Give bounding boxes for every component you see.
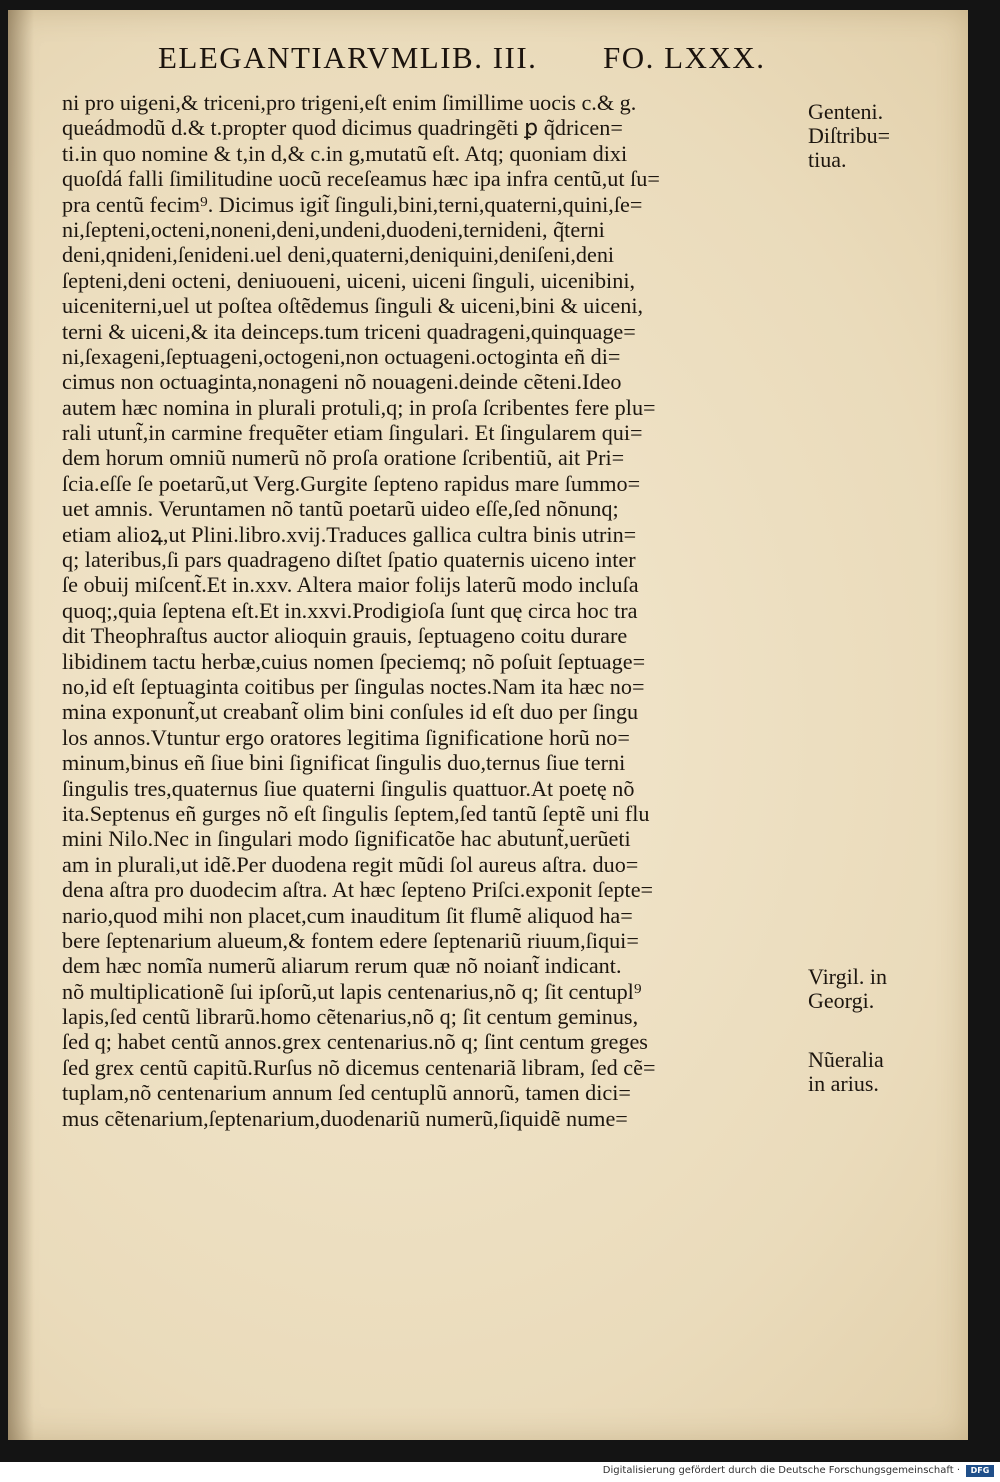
text-line: pra centũ fecim⁹. Dicimus igit̃ ſinguli,bini,terni,quaterni,quini,ſe= (62, 191, 643, 217)
funding-credit: Digitalisierung gefördert durch die Deutsche Forschungsgemeinschaft · (602, 1465, 960, 1476)
text-line: cimus non octuaginta,nonageni nõ nouageni.deinde cẽteni.Ideo (62, 369, 622, 395)
text-line: dem horum omniũ numerũ nõ proſa oratione ſcribentiũ, ait Pri= (62, 445, 625, 471)
text-line: terni & uiceni,& ita deinceps.tum triceni quadrageni,quinquage= (62, 318, 636, 344)
margin-note-line: Virgil. in (808, 964, 887, 989)
text-line: deni,qnideni,ſenideni.uel deni,quaterni,deniquini,deniſeni,deni (62, 242, 615, 268)
text-line: q; lateribus,ſi pars quadrageno diſtet ſpatio quaternis uiceno inter (62, 547, 636, 573)
margin-note-line: Georgi. (808, 988, 875, 1013)
running-head-title: ELEGANTIARVMLIB. III. (158, 40, 538, 75)
running-head (158, 40, 766, 80)
main-text-block (62, 90, 807, 1131)
margin-note-line: tiua. (808, 147, 847, 172)
text-line: quoq;,quia ſeptena eſt.Et in.xxvi.Prodigioſa ſunt quę circa hoc tra (62, 597, 638, 623)
text-line: mus cẽtenarium,ſeptenarium,duodenariũ numerũ,ſiquidẽ nume= (62, 1105, 628, 1131)
text-line: ita.Septenus eñ gurges nõ eſt ſingulis ſeptem,ſed tantũ ſeptẽ uni flu (62, 800, 650, 826)
footer-bar (0, 1462, 1000, 1482)
text-line: ni,ſexageni,ſeptuageni,octogeni,non octuageni.octoginta eñ di= (62, 343, 621, 369)
text-line: no,id eſt ſeptuaginta coitibus per ſingulas noctes.Nam ita hæc no= (62, 673, 645, 699)
text-line: ſepteni,deni octeni, deniuoueni, uiceni, uiceni ſinguli, uicenibini, (62, 267, 636, 293)
margin-note-virgil (808, 965, 958, 1013)
text-line: mini Nilo.Nec in ſingulari modo ſignificatõe hac abutunt̃,uerũeti (62, 826, 631, 852)
text-line: uet amnis. Veruntamen nõ tantũ poetarũ uideo eſſe,ſed nõnunq; (62, 496, 619, 522)
text-line: ſingulis tres,quaternus ſiue quaterni ſingulis quattuor.At poetę nõ (62, 775, 635, 801)
folio-number: FO. LXXX. (603, 40, 766, 75)
text-line: bere ſeptenarium alueum,& fontem edere ſeptenariũ riuum,ſiqui= (62, 927, 639, 953)
text-line: dem hæc nomĩa numerũ aliarum rerum quæ nõ noiant̃ indicant. (62, 953, 622, 979)
margin-note-line: Nũeralia (808, 1047, 884, 1072)
dfg-logo: DFG (966, 1465, 994, 1477)
text-line: ſe obuij miſcent̃.Et in.xxv. Altera maior folijs laterũ modo incluſa (62, 572, 639, 598)
margin-note-numeralia (808, 1048, 958, 1096)
text-line: nõ multiplicationẽ ſui ipſorũ,ut lapis centenarius,nõ q; ſit centupl⁹ (62, 978, 642, 1004)
text-line: rali utunt̃,in carmine frequẽter etiam ſingulari. Et ſingularem qui= (62, 420, 643, 446)
text-line: tuplam,nõ centenarium annum ſed centuplũ annorũ, tamen dici= (62, 1080, 631, 1106)
gutter-shadow (8, 10, 34, 1440)
text-line: ti.in quo nomine & t,in d,& c.in g,mutatũ eſt. Atq; quoniam dixi (62, 140, 628, 166)
text-line: libidinem tactu herbæ,cuius nomen ſpeciemq; nõ poſuit ſeptuage= (62, 648, 646, 674)
text-line: lapis,ſed centũ librarũ.homo cẽtenarius,nõ q; ſit centum geminus, (62, 1004, 639, 1030)
text-line: autem hæc nomina in plurali protuli,q; in proſa ſcribentes fere plu= (62, 394, 656, 420)
text-line: quoſdá falli ſimilitudine uocũ receſeamus hæc ipa infra centũ,ut ſu= (62, 166, 660, 192)
text-line: queádmodũ d.& t.propter quod dicimus quadringẽti ꝑ q̃dricen= (62, 115, 623, 141)
text-line: uiceniterni,uel ut poſtea oſtẽdemus ſinguli & uiceni,bini & uiceni, (62, 293, 644, 319)
text-line: etiam alioꝝ,ut Plini.libro.xvij.Traduces gallica cultra binis utrin= (62, 521, 637, 547)
text-line: ſcia.eſſe ſe poetarũ,ut Verg.Gurgite ſepteno rapidus mare ſummo= (62, 470, 641, 496)
text-line: dit Theophraſtus auctor alioquin grauis, ſeptuageno coitu durare (62, 623, 628, 649)
text-line: dena aſtra pro duodecim aſtra. At hæc ſepteno Priſci.exponit ſepte= (62, 877, 654, 903)
text-line: am in plurali,ut idẽ.Per duodena regit mũdi ſol aureus aſtra. duo= (62, 851, 639, 877)
text-line: los annos.Vtuntur ergo oratores legitima ſignificatione horũ no= (62, 724, 630, 750)
text-line: minum,binus eñ ſiue bini ſignificat ſingulis duo,ternus ſiue terni (62, 750, 626, 776)
text-line: nario,quod mihi non placet,cum inauditum ſit flumẽ aliquod ha= (62, 902, 633, 928)
text-line: ſed q; habet centũ annos.grex centenarius.nõ q; ſint centum greges (62, 1029, 648, 1055)
text-line: mina exponunt̃,ut creabant̃ olim bini conſules id eſt duo per ſingu (62, 699, 639, 725)
margin-note-line: Diſtribu= (808, 123, 891, 148)
text-line: ni pro uigeni,& triceni,pro trigeni,eſt enim ſimillime uocis c.& g. (62, 90, 637, 115)
margin-note-line: Genteni. (808, 99, 884, 124)
margin-note-line: in arius. (808, 1071, 879, 1096)
margin-note-genteni (808, 100, 958, 172)
text-line: ſed grex centũ capitũ.Rurſus nõ dicemus centenariã libram, ſed cẽ= (62, 1054, 656, 1080)
text-line: ni,ſepteni,octeni,noneni,deni,undeni,duodeni,ternideni, q̃terni (62, 216, 605, 242)
